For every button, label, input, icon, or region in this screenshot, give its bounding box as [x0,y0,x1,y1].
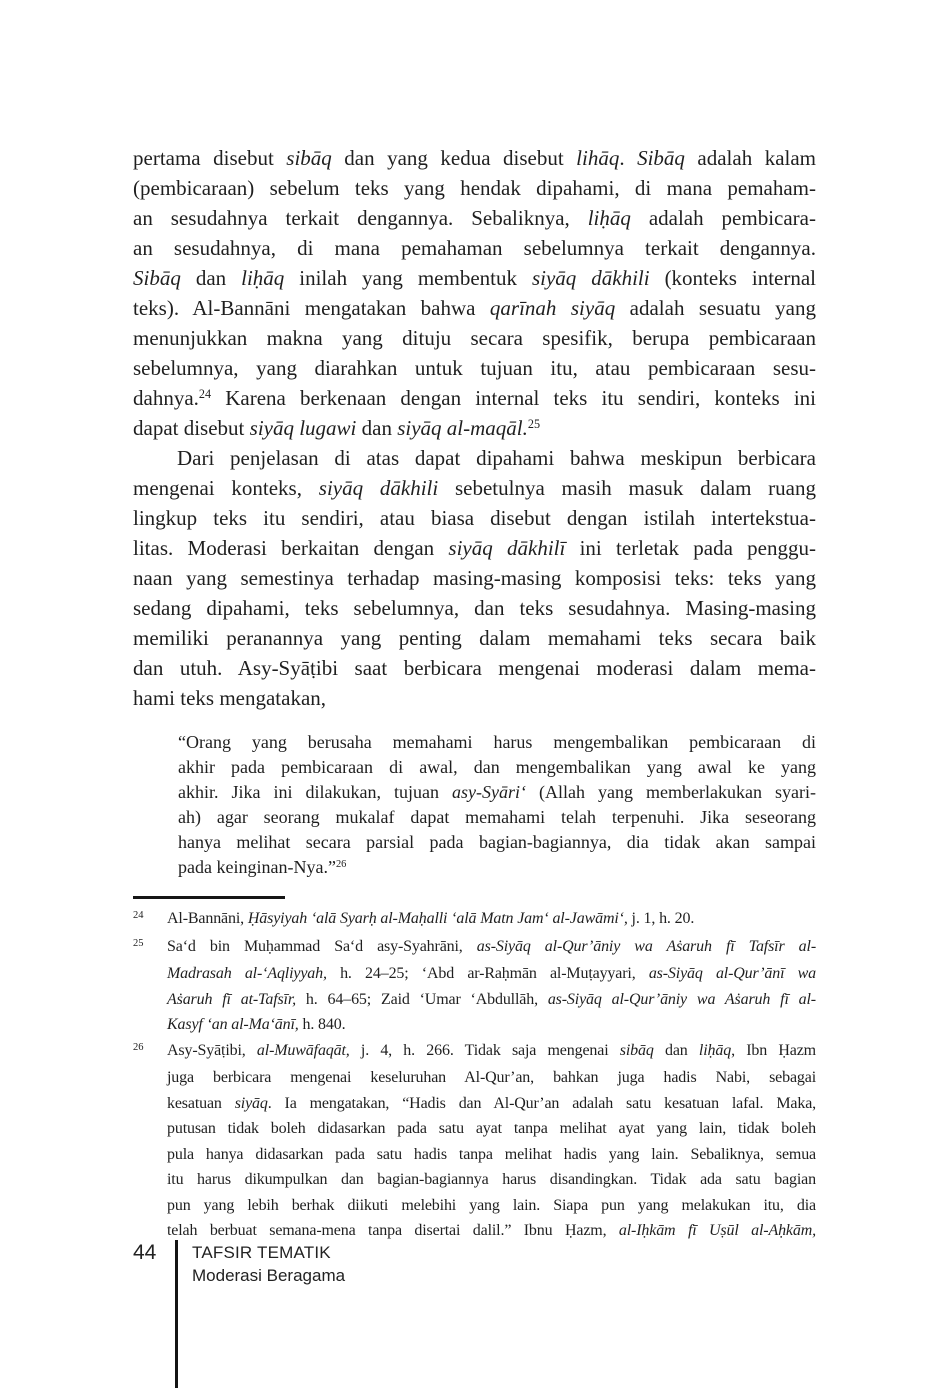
text-line: (pembicaraan) sebelum teks yang hendak dipahami, di mana pemaham- [133,176,816,200]
text-line: pula hanya didasarkan pada satu hadis tanpa melihat hadis yang lain. Sebaliknya, semua [167,1145,816,1163]
text-line: putusan tidak boleh didasarkan pada satu ayat tanpa melihat ayat yang lain, tidak boleh [167,1120,816,1137]
text-line: “Orang yang berusaha memahami harus mengembalikan pembicaraan di [178,732,816,752]
text-line: juga berbicara mengenai keseluruhan Al-Qur’an, bahkan juga hadis Nabi, sebagai [167,1069,816,1086]
text-line: dapat disebut siyāq lugawi dan siyāq al-maqāl.$^{25}$ [133,416,541,440]
text-line: an sesudahnya terkait dengannya. Sebaliknya, liḥāq adalah pembicara- [133,206,816,230]
text-line: Sibāq dan liḥāq inilah yang membentuk siyāq dākhili (konteks internal [133,266,816,290]
text-line: mengenai konteks, siyāq dākhili sebetulnya masih masuk dalam ruang [133,476,816,500]
footer-divider [175,1240,178,1388]
text-line: menunjukkan makna yang dituju secara spesifik, berupa pembicaraan [133,326,816,350]
page-text-block [133,143,816,1244]
footnote [133,934,816,1038]
footnote [133,906,816,934]
text-line: dahnya.$^{24}$ Karena berkenaan dengan internal teks itu sendiri, konteks ini [133,386,816,410]
text-line: pertama disebut sibāq dan yang kedua disebut lihāq. Sibāq adalah kalam [133,146,817,170]
running-title [192,1241,345,1287]
text-line: hami teks mengatakan, [133,686,327,710]
text-line: ah) agar seorang mukalaf dapat memahami telah terpenuhi. Jika seseorang [178,807,816,827]
text-line: pada keinginan-Nya.”$^{26}$ [178,857,347,877]
footnote-marker: 25 [133,937,144,949]
footnote-marker: 26 [133,1041,144,1053]
text-line: itu harus dikumpulkan dan bagian-bagiannya harus disandingkan. Tidak ada satu bagian [167,1171,816,1188]
footnotes-section [133,906,816,1244]
body-paragraph-1 [133,143,816,443]
text-line: 26 Asy-Syāṭibi, al-Muwāfaqāt, j. 4, h. 266. Tidak saja mengenai sibāq dan liḥāq, Ibn Ḥazm [133,1038,816,1066]
text-line: 25 Sa‘d bin Muḥammad Sa‘d asy-Syahrāni, as-Siyāq al-Qur’āniy wa Aṡaruh fī Tafsīr al- [133,934,816,962]
footnote-marker: 24 [133,910,144,921]
text-line: sedang dipahami, teks sebelumnya, dan teks sesudahnya. Masing-masing [133,596,816,620]
text-line: teks). Al-Bannāni mengatakan bahwa qarīnah siyāq adalah sesuatu yang [133,296,816,320]
text-line: kesatuan siyāq. Ia mengatakan, “Hadis dan Al-Qur’an adalah satu kesatuan lafal. Maka, [167,1094,817,1112]
book-subtitle: Moderasi Beragama [192,1266,346,1285]
block-quote [178,730,816,880]
text-line: an sesudahnya, di mana pemahaman sebelumnya terkait dengannya. [133,236,816,260]
text-line: Kasyf ‘an al-Ma‘ānī, h. 840. [167,1016,346,1033]
footnote [133,1038,816,1244]
text-line: telah berbuat semana-mena tanpa disertai dalil.” Ibnu Ḥazm, al-Iḥkām fī Uṣūl al-Aḥkām, [167,1222,816,1239]
text-line: 24 Al-Bannāni, Ḥāsyiyah ‘alā Syarḥ al-Maḥalli ‘alā Matn Jam‘ al-Jawāmi‘, j. 1, h. 20. [133,906,816,934]
page-number: 44 [133,1241,157,1264]
text-line: pun yang lebih berhak diikuti melebihi yang lain. Siapa pun yang melakukan itu, dia [167,1196,816,1214]
page-footer [133,1240,816,1388]
body-paragraph-2 [133,443,816,713]
footnote-reference: 26 [335,859,347,871]
text-line: akhir pada pembicaraan di awal, dan mengembalikan yang awal ke yang [178,757,816,777]
book-title: TAFSIR TEMATIK [192,1243,331,1262]
text-line: hanya melihat secara parsial pada bagian-bagiannya, dia tidak akan sampai [178,832,816,852]
footnote-reference: 24 [198,387,212,402]
text-line: sebelumnya, yang diarahkan untuk tujuan itu, atau pembicaraan sesu- [133,356,816,380]
text-line: akhir. Jika ini dilakukan, tujuan asy-Syāri‘ (Allah yang memberlakukan syari- [178,782,816,802]
text-line: litas. Moderasi berkaitan dengan siyāq dākhilī ini terletak pada penggu- [133,536,816,560]
text-line: naan yang semestinya terhadap masing-masing komposisi teks: teks yang [133,566,816,590]
text-line: dan utuh. Asy-Syāṭibi saat berbicara mengenai moderasi dalam mema- [133,656,816,680]
text-line: Dari penjelasan di atas dapat dipahami bahwa meskipun berbicara [177,446,816,470]
text-line: memiliki peranannya yang penting dalam memahami teks secara baik [133,626,816,650]
footnote-separator [133,896,285,899]
text-line: lingkup teks itu sendiri, atau biasa disebut dengan istilah intertekstua- [133,506,816,530]
text-line: Madrasah al-‘Aqliyyah, h. 24–25; ‘Abd ar-Raḥmān al-Muṭayyari, as-Siyāq al-Qur’ānī wa [167,965,816,982]
footnote-reference: 25 [527,417,541,432]
text-line: Aṡaruh fī at-Tafsīr, h. 64–65; Zaid ‘Umar ‘Abdullāh, as-Siyāq al-Qur’āniy wa Aṡaruh fī al- [167,990,816,1008]
